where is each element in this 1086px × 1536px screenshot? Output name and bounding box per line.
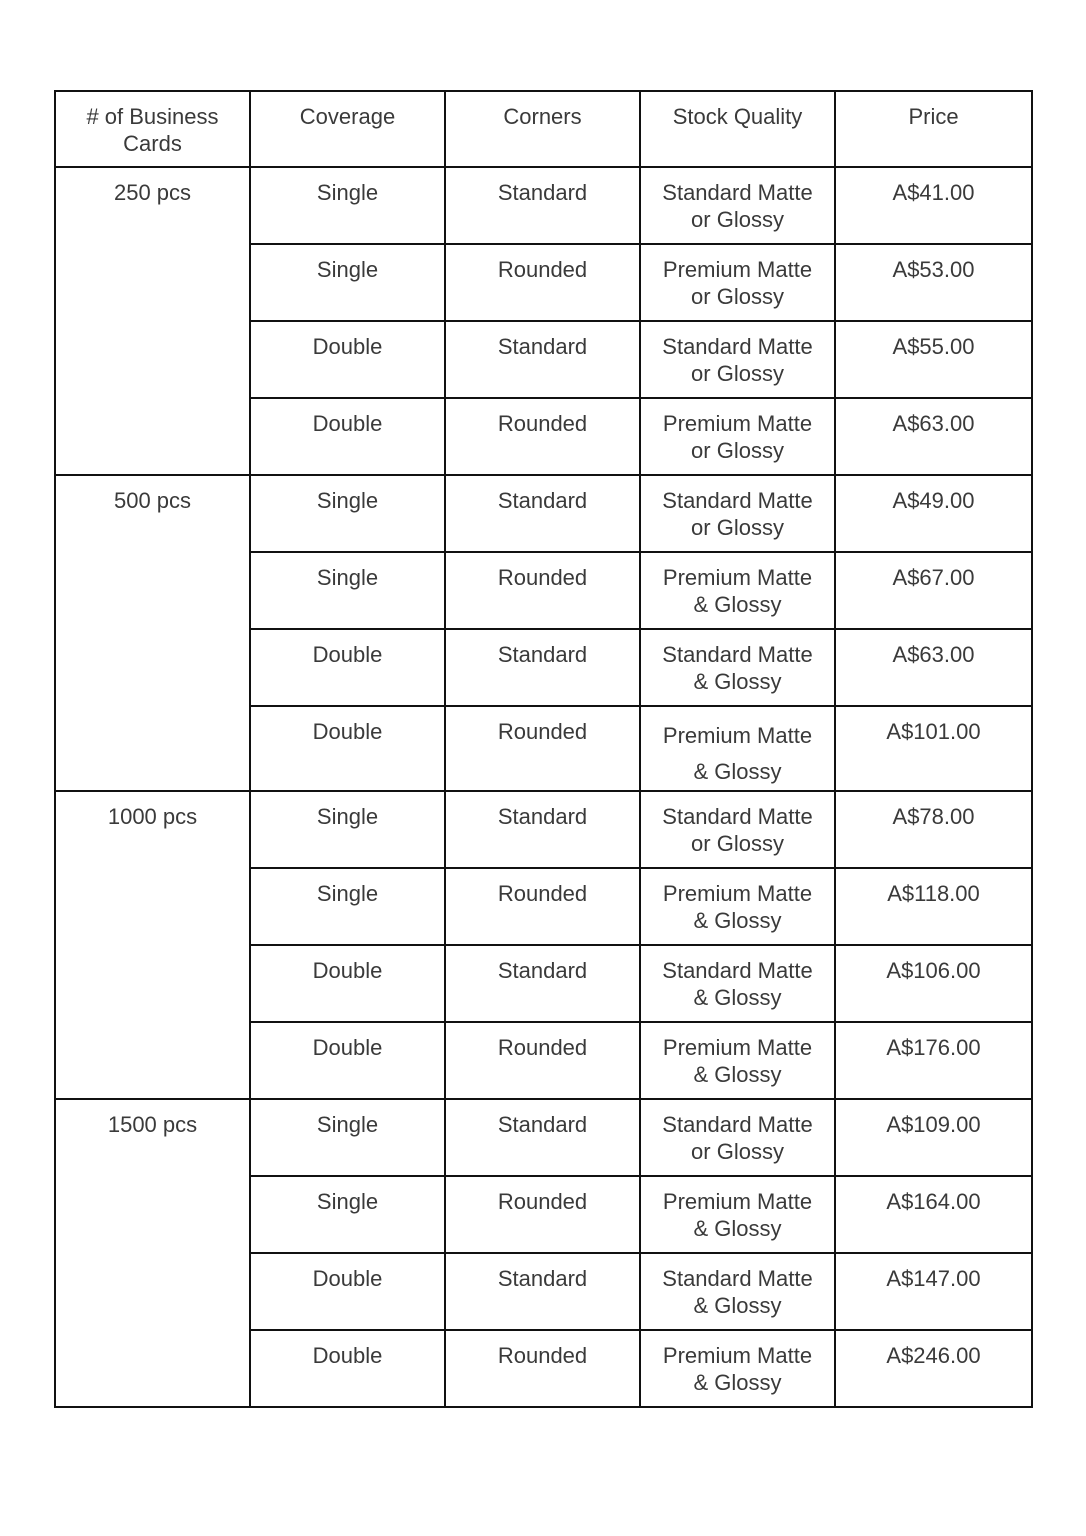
table-row: [55, 791, 1032, 868]
corners-cell: Standard: [445, 945, 640, 1022]
price-cell: A$55.00: [835, 321, 1032, 398]
stock-cell: Premium Matte & Glossy: [640, 868, 835, 945]
coverage-cell: Double: [250, 706, 445, 791]
stock-cell: Standard Matte or Glossy: [640, 1099, 835, 1176]
stock-cell: Standard Matte or Glossy: [640, 321, 835, 398]
price-cell: A$78.00: [835, 791, 1032, 868]
price-cell: A$118.00: [835, 868, 1032, 945]
header-corners: Corners: [445, 91, 640, 167]
stock-cell: Standard Matte or Glossy: [640, 791, 835, 868]
stock-cell: Premium Matte & Glossy: [640, 706, 835, 791]
price-cell: A$109.00: [835, 1099, 1032, 1176]
coverage-cell: Double: [250, 1022, 445, 1099]
price-cell: A$101.00: [835, 706, 1032, 791]
coverage-cell: Single: [250, 868, 445, 945]
stock-cell: Standard Matte & Glossy: [640, 1253, 835, 1330]
header-stock-quality: Stock Quality: [640, 91, 835, 167]
price-cell: A$176.00: [835, 1022, 1032, 1099]
corners-cell: Rounded: [445, 398, 640, 475]
header-coverage: Coverage: [250, 91, 445, 167]
price-cell: A$63.00: [835, 398, 1032, 475]
quantity-cell: 1000 pcs: [55, 791, 250, 1099]
header-quantity: # of Business Cards: [55, 91, 250, 167]
coverage-cell: Double: [250, 1330, 445, 1407]
table-row: [55, 167, 1032, 244]
quantity-cell: 500 pcs: [55, 475, 250, 791]
stock-cell: Standard Matte or Glossy: [640, 167, 835, 244]
coverage-cell: Double: [250, 1253, 445, 1330]
corners-cell: Rounded: [445, 1022, 640, 1099]
coverage-cell: Single: [250, 244, 445, 321]
corners-cell: Standard: [445, 321, 640, 398]
price-cell: A$53.00: [835, 244, 1032, 321]
price-cell: A$164.00: [835, 1176, 1032, 1253]
stock-cell: Premium Matte & Glossy: [640, 1022, 835, 1099]
header-price: Price: [835, 91, 1032, 167]
coverage-cell: Single: [250, 1099, 445, 1176]
corners-cell: Rounded: [445, 552, 640, 629]
coverage-cell: Single: [250, 475, 445, 552]
corners-cell: Rounded: [445, 706, 640, 791]
price-cell: A$246.00: [835, 1330, 1032, 1407]
corners-cell: Rounded: [445, 244, 640, 321]
stock-cell: Premium Matte or Glossy: [640, 244, 835, 321]
stock-cell: Premium Matte or Glossy: [640, 398, 835, 475]
price-cell: A$63.00: [835, 629, 1032, 706]
coverage-cell: Double: [250, 321, 445, 398]
price-cell: A$49.00: [835, 475, 1032, 552]
price-cell: A$147.00: [835, 1253, 1032, 1330]
quantity-cell: 250 pcs: [55, 167, 250, 475]
corners-cell: Standard: [445, 1099, 640, 1176]
quantity-cell: 1500 pcs: [55, 1099, 250, 1407]
stock-cell: Premium Matte & Glossy: [640, 552, 835, 629]
coverage-cell: Single: [250, 791, 445, 868]
price-cell: A$67.00: [835, 552, 1032, 629]
coverage-cell: Double: [250, 629, 445, 706]
table-row: [55, 1099, 1032, 1176]
pricing-table: [54, 90, 1033, 1408]
header-row: [55, 91, 1032, 167]
coverage-cell: Single: [250, 552, 445, 629]
coverage-cell: Double: [250, 398, 445, 475]
stock-cell: Standard Matte & Glossy: [640, 629, 835, 706]
stock-cell: Standard Matte & Glossy: [640, 945, 835, 1022]
stock-cell: Premium Matte & Glossy: [640, 1330, 835, 1407]
corners-cell: Rounded: [445, 1176, 640, 1253]
price-cell: A$41.00: [835, 167, 1032, 244]
corners-cell: Rounded: [445, 868, 640, 945]
coverage-cell: Single: [250, 1176, 445, 1253]
price-cell: A$106.00: [835, 945, 1032, 1022]
corners-cell: Rounded: [445, 1330, 640, 1407]
corners-cell: Standard: [445, 475, 640, 552]
coverage-cell: Double: [250, 945, 445, 1022]
coverage-cell: Single: [250, 167, 445, 244]
corners-cell: Standard: [445, 791, 640, 868]
table-row: [55, 475, 1032, 552]
corners-cell: Standard: [445, 1253, 640, 1330]
corners-cell: Standard: [445, 167, 640, 244]
stock-cell: Standard Matte or Glossy: [640, 475, 835, 552]
stock-cell: Premium Matte & Glossy: [640, 1176, 835, 1253]
corners-cell: Standard: [445, 629, 640, 706]
